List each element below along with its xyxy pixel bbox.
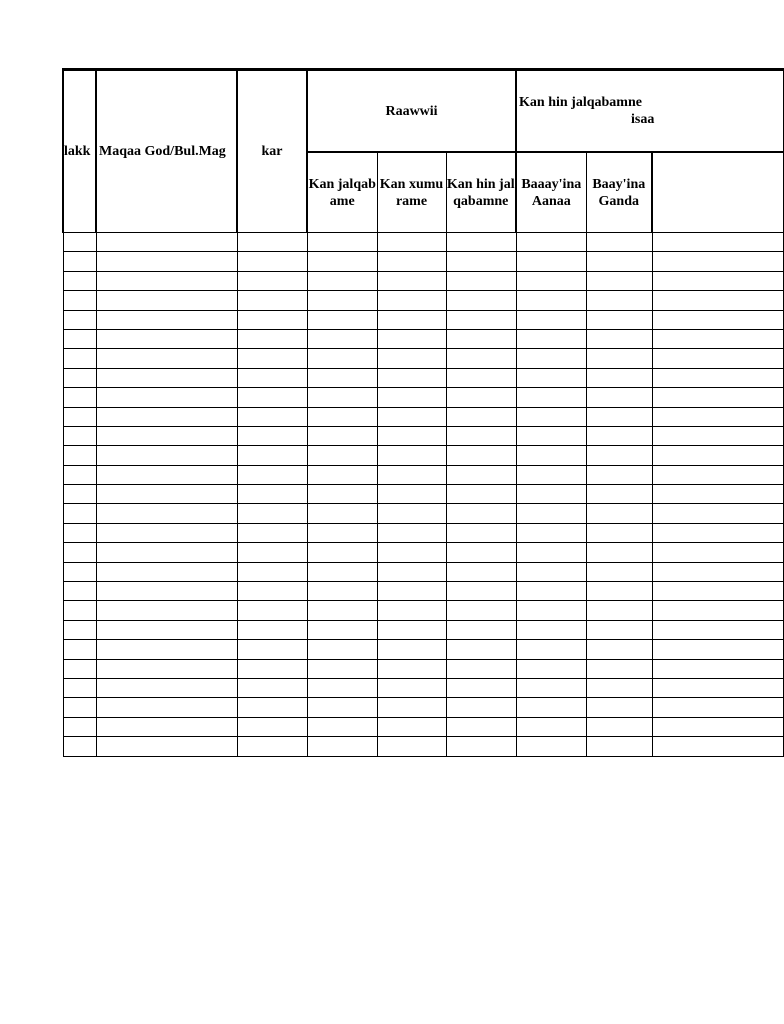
table-cell[interactable]	[586, 737, 652, 756]
table-cell[interactable]	[516, 252, 586, 271]
table-cell[interactable]	[446, 620, 516, 639]
table-cell[interactable]	[63, 582, 96, 601]
table-cell[interactable]	[652, 562, 783, 581]
subheader-empty	[652, 152, 783, 233]
table-cell[interactable]	[237, 465, 307, 484]
table-cell[interactable]	[377, 310, 446, 329]
table-cell[interactable]	[307, 562, 377, 581]
table-cell[interactable]	[63, 233, 96, 252]
table-cell[interactable]	[446, 543, 516, 562]
table-cell[interactable]	[652, 407, 783, 426]
table-cell[interactable]	[63, 640, 96, 659]
table-cell[interactable]	[63, 698, 96, 717]
table-cell[interactable]	[446, 388, 516, 407]
table-cell[interactable]	[96, 252, 237, 271]
table-cell[interactable]	[586, 659, 652, 678]
table-cell[interactable]	[446, 698, 516, 717]
table-cell[interactable]	[96, 368, 237, 387]
table-cell[interactable]	[516, 717, 586, 736]
table-cell[interactable]	[377, 678, 446, 697]
subheader-kan-hin-jalqabamne: Kan hin jalqabamne	[446, 152, 516, 233]
table-cell[interactable]	[63, 523, 96, 542]
table-cell[interactable]	[237, 640, 307, 659]
table-row	[63, 737, 783, 756]
table-cell[interactable]	[652, 620, 783, 639]
subheader-baaayina-aanaa: Baaay'ina Aanaa	[516, 152, 586, 233]
table-cell[interactable]	[237, 504, 307, 523]
table-cell[interactable]	[307, 678, 377, 697]
table-row	[63, 368, 783, 387]
table-cell[interactable]	[446, 252, 516, 271]
table-cell[interactable]	[63, 659, 96, 678]
table-cell[interactable]	[63, 601, 96, 620]
table-cell[interactable]	[652, 698, 783, 717]
table-cell[interactable]	[307, 601, 377, 620]
table-cell[interactable]	[516, 485, 586, 504]
table-cell[interactable]	[307, 582, 377, 601]
table-cell[interactable]	[237, 291, 307, 310]
table-cell[interactable]	[377, 252, 446, 271]
table-cell[interactable]	[516, 523, 586, 542]
table-cell[interactable]	[307, 737, 377, 756]
table-cell[interactable]	[96, 465, 237, 484]
table-cell[interactable]	[446, 562, 516, 581]
table-cell[interactable]	[377, 407, 446, 426]
table-cell[interactable]	[96, 562, 237, 581]
table-cell[interactable]	[652, 291, 783, 310]
table-cell[interactable]	[652, 271, 783, 290]
table-cell[interactable]	[516, 446, 586, 465]
table-cell[interactable]	[307, 620, 377, 639]
table-cell[interactable]	[446, 717, 516, 736]
table-cell[interactable]	[237, 678, 307, 697]
table-cell[interactable]	[96, 698, 237, 717]
table-cell[interactable]	[377, 465, 446, 484]
table-cell[interactable]	[377, 329, 446, 348]
table-cell[interactable]	[652, 678, 783, 697]
table-cell[interactable]	[377, 523, 446, 542]
table-cell[interactable]	[307, 426, 377, 445]
table-row	[63, 717, 783, 736]
table-cell[interactable]	[516, 737, 586, 756]
table-cell[interactable]	[652, 601, 783, 620]
table-cell[interactable]	[516, 291, 586, 310]
table-cell[interactable]	[652, 582, 783, 601]
table-cell[interactable]	[237, 446, 307, 465]
table-cell[interactable]	[63, 388, 96, 407]
table-cell[interactable]	[652, 252, 783, 271]
table-cell[interactable]	[446, 233, 516, 252]
table-cell[interactable]	[96, 291, 237, 310]
table-row	[63, 523, 783, 542]
table-cell[interactable]	[516, 407, 586, 426]
table-row	[63, 640, 783, 659]
table-cell[interactable]	[96, 601, 237, 620]
table-cell[interactable]	[586, 601, 652, 620]
table-cell[interactable]	[237, 620, 307, 639]
table-cell[interactable]	[652, 523, 783, 542]
table-cell[interactable]	[652, 659, 783, 678]
table-cell[interactable]	[377, 446, 446, 465]
table-cell[interactable]	[96, 543, 237, 562]
table-cell[interactable]	[446, 368, 516, 387]
table-row	[63, 659, 783, 678]
header-group-kan-hin-line2: isaa	[631, 112, 655, 127]
table-cell[interactable]	[446, 446, 516, 465]
table-cell[interactable]	[237, 543, 307, 562]
table-cell[interactable]	[96, 388, 237, 407]
header-maqaa: Maqaa God/Bul.Mag	[96, 70, 237, 233]
table-cell[interactable]	[516, 543, 586, 562]
table-row	[63, 446, 783, 465]
table-cell[interactable]	[307, 465, 377, 484]
table-cell[interactable]	[586, 368, 652, 387]
table-cell[interactable]	[63, 737, 96, 756]
table-cell[interactable]	[586, 523, 652, 542]
table-cell[interactable]	[307, 717, 377, 736]
table-cell[interactable]	[377, 543, 446, 562]
table-cell[interactable]	[446, 601, 516, 620]
table-cell[interactable]	[446, 737, 516, 756]
table-cell[interactable]	[516, 388, 586, 407]
table-cell[interactable]	[586, 698, 652, 717]
table-cell[interactable]	[446, 407, 516, 426]
table-cell[interactable]	[63, 310, 96, 329]
table-cell[interactable]	[446, 426, 516, 445]
subheader-kan-jalqabame: Kan jalqabame	[307, 152, 377, 233]
table-cell[interactable]	[63, 291, 96, 310]
table-cell[interactable]	[377, 620, 446, 639]
table-cell[interactable]	[377, 368, 446, 387]
table-cell[interactable]	[446, 504, 516, 523]
table-cell[interactable]	[63, 329, 96, 348]
table-cell[interactable]	[377, 698, 446, 717]
table-cell[interactable]	[63, 485, 96, 504]
table-row	[63, 562, 783, 581]
table-cell[interactable]	[446, 329, 516, 348]
table-cell[interactable]	[63, 446, 96, 465]
table-cell[interactable]	[237, 737, 307, 756]
table-cell[interactable]	[63, 368, 96, 387]
table-row	[63, 252, 783, 271]
table-cell[interactable]	[586, 407, 652, 426]
table-cell[interactable]	[63, 349, 96, 368]
table-cell[interactable]	[96, 233, 237, 252]
table-cell[interactable]	[652, 310, 783, 329]
table-cell[interactable]	[586, 620, 652, 639]
table-cell[interactable]	[586, 349, 652, 368]
table-cell[interactable]	[96, 659, 237, 678]
table-cell[interactable]	[63, 543, 96, 562]
table-cell[interactable]	[652, 426, 783, 445]
table-cell[interactable]	[586, 388, 652, 407]
table-cell[interactable]	[516, 504, 586, 523]
table-cell[interactable]	[377, 504, 446, 523]
table-cell[interactable]	[237, 582, 307, 601]
table-cell[interactable]	[586, 310, 652, 329]
table-cell[interactable]	[446, 582, 516, 601]
table-cell[interactable]	[96, 523, 237, 542]
subheader-baayina-ganda: Baay'ina Ganda	[586, 152, 652, 233]
header-lakk: lakk	[63, 70, 96, 233]
table-cell[interactable]	[63, 271, 96, 290]
table-cell[interactable]	[237, 523, 307, 542]
table-cell[interactable]	[96, 582, 237, 601]
table-cell[interactable]	[377, 640, 446, 659]
table-row	[63, 620, 783, 639]
table-cell[interactable]	[446, 465, 516, 484]
table-cell[interactable]	[237, 601, 307, 620]
table-cell[interactable]	[652, 640, 783, 659]
table-cell[interactable]	[586, 329, 652, 348]
table-cell[interactable]	[63, 620, 96, 639]
table-cell[interactable]	[63, 717, 96, 736]
table-cell[interactable]	[377, 291, 446, 310]
table-cell[interactable]	[516, 310, 586, 329]
table-cell[interactable]	[586, 678, 652, 697]
table-body	[63, 233, 783, 757]
table-cell[interactable]	[377, 582, 446, 601]
table-row	[63, 233, 783, 252]
table-cell[interactable]	[63, 426, 96, 445]
table-cell[interactable]	[63, 465, 96, 484]
table-row	[63, 407, 783, 426]
table-row	[63, 271, 783, 290]
table-cell[interactable]	[652, 446, 783, 465]
table-cell[interactable]	[96, 407, 237, 426]
table-cell[interactable]	[96, 329, 237, 348]
table-cell[interactable]	[237, 659, 307, 678]
table-cell[interactable]	[63, 504, 96, 523]
table-cell[interactable]	[586, 717, 652, 736]
table-cell[interactable]	[586, 504, 652, 523]
table-cell[interactable]	[96, 504, 237, 523]
table-cell[interactable]	[586, 562, 652, 581]
table-cell[interactable]	[237, 368, 307, 387]
table-cell[interactable]	[446, 485, 516, 504]
table-cell[interactable]	[377, 717, 446, 736]
table-cell[interactable]	[96, 717, 237, 736]
table-cell[interactable]	[307, 485, 377, 504]
table-cell[interactable]	[96, 620, 237, 639]
table-cell[interactable]	[307, 368, 377, 387]
table-cell[interactable]	[377, 737, 446, 756]
table-cell[interactable]	[516, 620, 586, 639]
table-row	[63, 582, 783, 601]
table-cell[interactable]	[446, 349, 516, 368]
table-cell[interactable]	[96, 737, 237, 756]
table-cell[interactable]	[586, 465, 652, 484]
table-cell[interactable]	[307, 233, 377, 252]
table-cell[interactable]	[516, 465, 586, 484]
table-cell[interactable]	[446, 678, 516, 697]
table-cell[interactable]	[307, 698, 377, 717]
header-group-kan-hin-line1: Kan hin jalqabamne	[519, 95, 642, 110]
table-cell[interactable]	[237, 407, 307, 426]
table-cell[interactable]	[652, 349, 783, 368]
table-cell[interactable]	[446, 310, 516, 329]
table-cell[interactable]	[377, 562, 446, 581]
table-cell[interactable]	[237, 310, 307, 329]
table-cell[interactable]	[516, 659, 586, 678]
table-cell[interactable]	[446, 523, 516, 542]
table-cell[interactable]	[96, 678, 237, 697]
table-cell[interactable]	[237, 698, 307, 717]
table-cell[interactable]	[307, 271, 377, 290]
table-cell[interactable]	[237, 717, 307, 736]
table-row	[63, 349, 783, 368]
table-cell[interactable]	[516, 601, 586, 620]
table-cell[interactable]	[377, 349, 446, 368]
table-cell[interactable]	[516, 562, 586, 581]
table-cell[interactable]	[237, 485, 307, 504]
table-cell[interactable]	[652, 329, 783, 348]
table-cell[interactable]	[377, 601, 446, 620]
table-cell[interactable]	[307, 310, 377, 329]
table-cell[interactable]	[516, 582, 586, 601]
table-cell[interactable]	[96, 640, 237, 659]
table-cell[interactable]	[307, 523, 377, 542]
table-cell[interactable]	[237, 562, 307, 581]
table-cell[interactable]	[63, 562, 96, 581]
table-cell[interactable]	[307, 446, 377, 465]
table-cell[interactable]	[652, 737, 783, 756]
table-row	[63, 291, 783, 310]
table-cell[interactable]	[516, 698, 586, 717]
table-cell[interactable]	[237, 252, 307, 271]
table-cell[interactable]	[237, 349, 307, 368]
table-cell[interactable]	[586, 426, 652, 445]
table-cell[interactable]	[652, 543, 783, 562]
table-row	[63, 543, 783, 562]
table-cell[interactable]	[307, 388, 377, 407]
table-row	[63, 310, 783, 329]
table-cell[interactable]	[516, 426, 586, 445]
table-cell[interactable]	[377, 659, 446, 678]
table-cell[interactable]	[63, 252, 96, 271]
table-cell[interactable]	[586, 252, 652, 271]
table-cell[interactable]	[586, 446, 652, 465]
table-cell[interactable]	[307, 640, 377, 659]
table-row	[63, 465, 783, 484]
table-cell[interactable]	[237, 388, 307, 407]
table-row	[63, 601, 783, 620]
table-row	[63, 678, 783, 697]
table-cell[interactable]	[516, 678, 586, 697]
table-cell[interactable]	[446, 640, 516, 659]
table-cell[interactable]	[586, 233, 652, 252]
table-row	[63, 329, 783, 348]
table-cell[interactable]	[307, 252, 377, 271]
table-cell[interactable]	[237, 329, 307, 348]
table-cell[interactable]	[652, 233, 783, 252]
table-cell[interactable]	[307, 659, 377, 678]
table-cell[interactable]	[377, 485, 446, 504]
header-kar: kar	[237, 70, 307, 233]
table-cell[interactable]	[516, 349, 586, 368]
table-cell[interactable]	[652, 465, 783, 484]
table-cell[interactable]	[516, 640, 586, 659]
table-cell[interactable]	[237, 271, 307, 290]
table-cell[interactable]	[96, 426, 237, 445]
table-cell[interactable]	[586, 291, 652, 310]
table-cell[interactable]	[586, 485, 652, 504]
spreadsheet-viewport	[62, 68, 655, 768]
table-cell[interactable]	[96, 310, 237, 329]
table-cell[interactable]	[237, 426, 307, 445]
table-cell[interactable]	[516, 329, 586, 348]
table-cell[interactable]	[652, 368, 783, 387]
table-cell[interactable]	[63, 407, 96, 426]
report-table	[62, 68, 784, 757]
table-cell[interactable]	[307, 504, 377, 523]
table-row	[63, 485, 783, 504]
table-cell[interactable]	[63, 678, 96, 697]
table-row	[63, 388, 783, 407]
table-cell[interactable]	[377, 271, 446, 290]
table-cell[interactable]	[307, 407, 377, 426]
table-cell[interactable]	[307, 291, 377, 310]
table-cell[interactable]	[516, 271, 586, 290]
table-cell[interactable]	[377, 233, 446, 252]
table-row	[63, 426, 783, 445]
table-cell[interactable]	[96, 446, 237, 465]
table-row	[63, 504, 783, 523]
table-cell[interactable]	[307, 349, 377, 368]
table-cell[interactable]	[586, 543, 652, 562]
table-cell[interactable]	[237, 233, 307, 252]
table-cell[interactable]	[652, 504, 783, 523]
table-cell[interactable]	[377, 388, 446, 407]
table-cell[interactable]	[446, 271, 516, 290]
table-cell[interactable]	[96, 349, 237, 368]
table-cell[interactable]	[586, 640, 652, 659]
table-cell[interactable]	[307, 543, 377, 562]
table-cell[interactable]	[652, 717, 783, 736]
header-group-raawwii: Raawwii	[307, 70, 516, 153]
table-cell[interactable]	[652, 485, 783, 504]
subheader-kan-xumurame: Kan xumurame	[377, 152, 446, 233]
table-cell[interactable]	[307, 329, 377, 348]
table-cell[interactable]	[516, 233, 586, 252]
table-cell[interactable]	[586, 582, 652, 601]
table-row	[63, 698, 783, 717]
table-cell[interactable]	[516, 368, 586, 387]
table-cell[interactable]	[652, 388, 783, 407]
table-cell[interactable]	[586, 271, 652, 290]
table-cell[interactable]	[96, 271, 237, 290]
table-cell[interactable]	[96, 485, 237, 504]
table-cell[interactable]	[446, 291, 516, 310]
table-cell[interactable]	[377, 426, 446, 445]
header-group-kan-hin	[516, 70, 783, 153]
table-cell[interactable]	[446, 659, 516, 678]
